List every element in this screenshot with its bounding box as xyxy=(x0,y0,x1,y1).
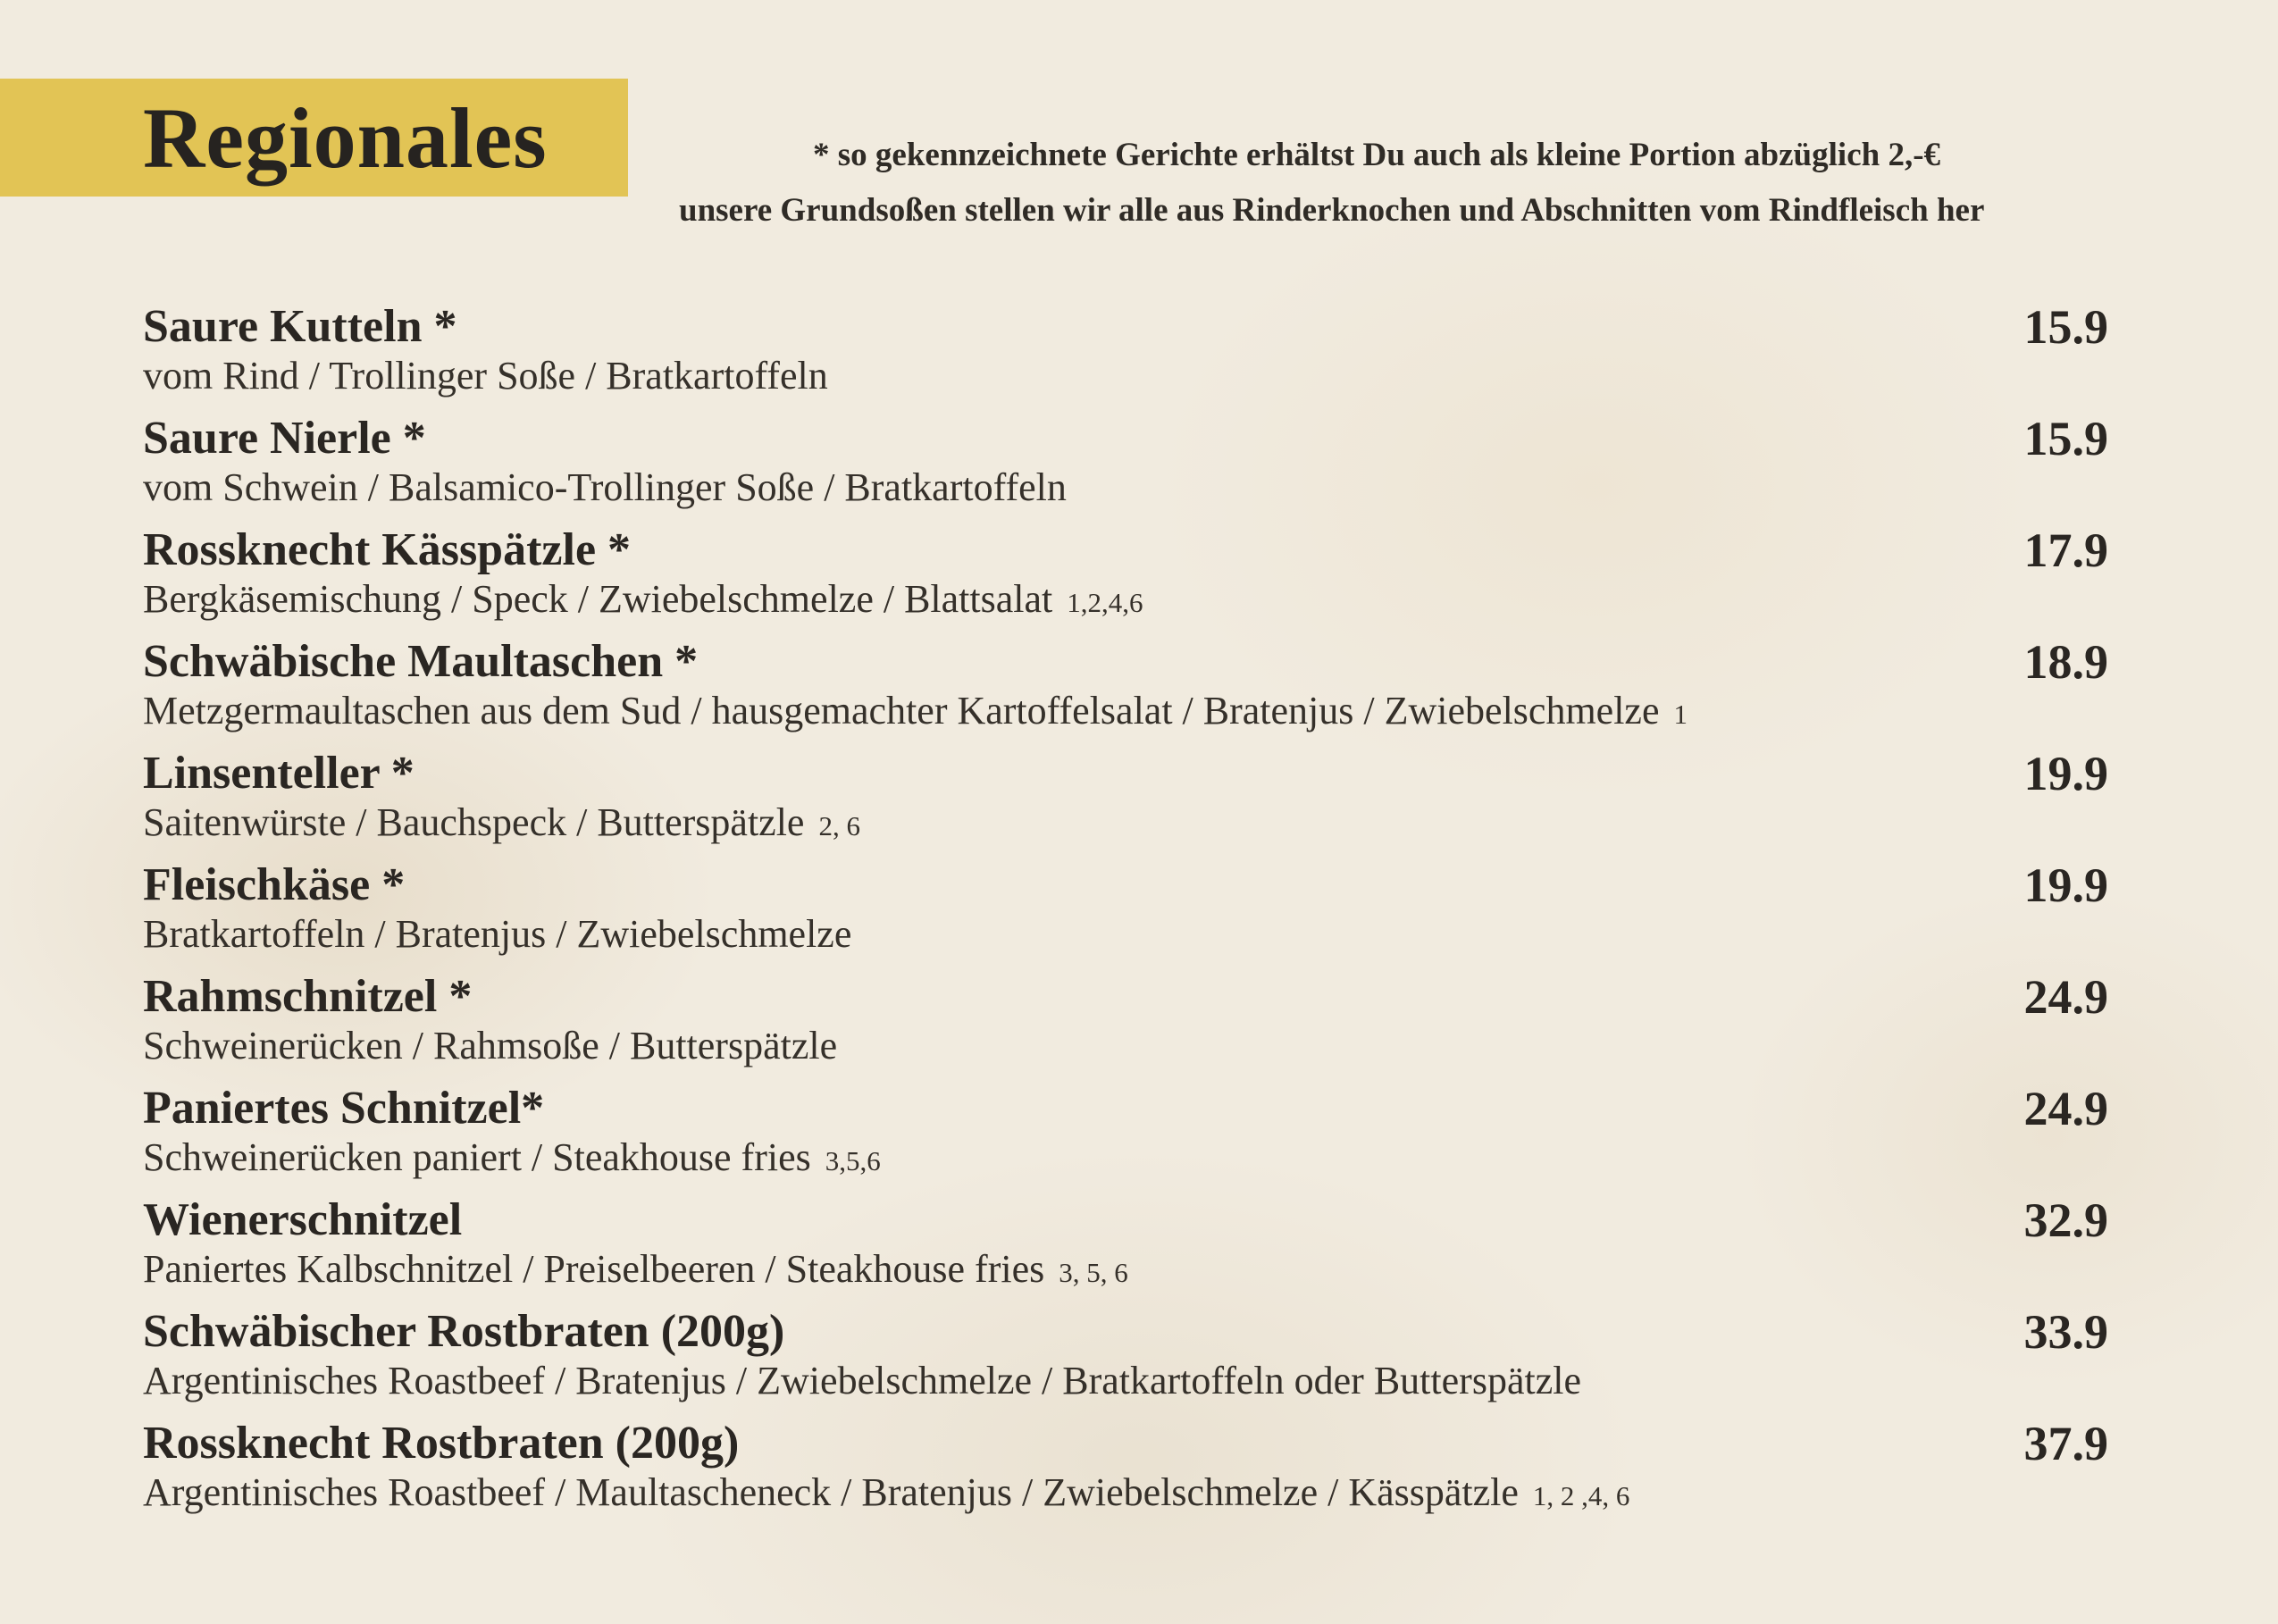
dish-description xyxy=(143,1358,1581,1404)
small-portion-note: * so gekennzeichnete Gerichte erhältst Du auch als kleine Portion abzüglich 2,-€ xyxy=(813,137,1941,173)
page-title: Regionales xyxy=(143,90,548,186)
dish-name: Paniertes Schnitzel* xyxy=(143,1083,545,1134)
allergen-codes: 1, 2 ,4, 6 xyxy=(1532,1480,1630,1511)
allergen-codes: 3, 5, 6 xyxy=(1059,1257,1128,1288)
dish-description xyxy=(143,1469,1629,1519)
dish-description xyxy=(143,688,1688,738)
allergen-codes: 1,2,4,6 xyxy=(1067,587,1143,618)
menu-item xyxy=(143,969,2108,1081)
dish-description-text: Metzgermaultaschen aus dem Sud / hausgemachter Kartoffelsalat / Bratenjus / Zwiebelschmelze xyxy=(143,689,1660,732)
dish-price: 33.9 xyxy=(2023,1305,2108,1359)
allergen-codes: 1 xyxy=(1673,699,1688,730)
menu-item xyxy=(143,858,2108,969)
allergen-codes: 3,5,6 xyxy=(825,1145,881,1176)
dish-price: 15.9 xyxy=(2023,300,2108,354)
dish-name: Saure Kutteln * xyxy=(143,301,457,352)
menu-item xyxy=(143,1081,2108,1193)
dish-description xyxy=(143,1023,837,1069)
dish-description-text: Paniertes Kalbschnitzel / Preiselbeeren / Steakhouse fries xyxy=(143,1247,1045,1291)
dish-description-text: vom Schwein / Balsamico-Trollinger Soße / Bratkartoffeln xyxy=(143,465,1067,509)
dish-name: Rossknecht Rostbraten (200g) xyxy=(143,1418,740,1469)
dish-description xyxy=(143,799,860,850)
dish-description xyxy=(143,911,851,958)
dish-description-text: Saitenwürste / Bauchspeck / Butterspätzle xyxy=(143,800,805,844)
dish-description-text: Bratkartoffeln / Bratenjus / Zwiebelschmelze xyxy=(143,912,852,956)
menu-item xyxy=(143,411,2108,523)
menu-item xyxy=(143,746,2108,858)
dish-price: 37.9 xyxy=(2023,1417,2108,1470)
dish-price: 18.9 xyxy=(2023,635,2108,689)
dish-name: Schwäbische Maultaschen * xyxy=(143,636,699,687)
dish-name: Wienerschnitzel xyxy=(143,1194,463,1245)
menu-item xyxy=(143,1193,2108,1304)
dish-price: 19.9 xyxy=(2023,858,2108,912)
allergen-codes: 2, 6 xyxy=(818,810,860,841)
dish-name: Saure Nierle * xyxy=(143,413,426,464)
dish-description-text: Schweinerücken / Rahmsoße / Butterspätzle xyxy=(143,1024,838,1067)
dish-price: 15.9 xyxy=(2023,412,2108,465)
dish-description-text: Bergkäsemischung / Speck / Zwiebelschmelze / Blattsalat xyxy=(143,577,1053,621)
dish-description xyxy=(143,353,828,399)
menu-item xyxy=(143,299,2108,411)
sauce-note: unsere Grundsoßen stellen wir alle aus Rinderknochen und Abschnitten vom Rindfleisch her xyxy=(679,192,1985,229)
dish-name: Schwäbischer Rostbraten (200g) xyxy=(143,1306,785,1357)
dish-description-text: vom Rind / Trollinger Soße / Bratkartoffeln xyxy=(143,354,828,398)
dish-description-text: Argentinisches Roastbeef / Maultascheneck / Bratenjus / Zwiebelschmelze / Kässpätzle xyxy=(143,1470,1519,1514)
menu-item xyxy=(143,1416,2108,1528)
dish-name: Linsenteller * xyxy=(143,748,415,799)
dish-description-text: Argentinisches Roastbeef / Bratenjus / Zwiebelschmelze / Bratkartoffeln oder Butterspätzle xyxy=(143,1359,1581,1402)
dish-description xyxy=(143,576,1143,626)
dish-price: 17.9 xyxy=(2023,523,2108,577)
dish-description xyxy=(143,465,1067,511)
menu-item xyxy=(143,1304,2108,1416)
dish-name: Rahmschnitzel * xyxy=(143,971,473,1022)
dish-description xyxy=(143,1134,881,1185)
menu-list xyxy=(143,299,2108,1528)
dish-name: Fleischkäse * xyxy=(143,859,406,910)
menu-item xyxy=(143,523,2108,634)
dish-price: 24.9 xyxy=(2023,970,2108,1024)
dish-price: 32.9 xyxy=(2023,1193,2108,1247)
dish-name: Rossknecht Kässpätzle * xyxy=(143,524,632,575)
dish-description xyxy=(143,1246,1128,1296)
dish-price: 19.9 xyxy=(2023,747,2108,800)
menu-item xyxy=(143,634,2108,746)
dish-description-text: Schweinerücken paniert / Steakhouse fries xyxy=(143,1135,811,1179)
dish-price: 24.9 xyxy=(2023,1082,2108,1135)
